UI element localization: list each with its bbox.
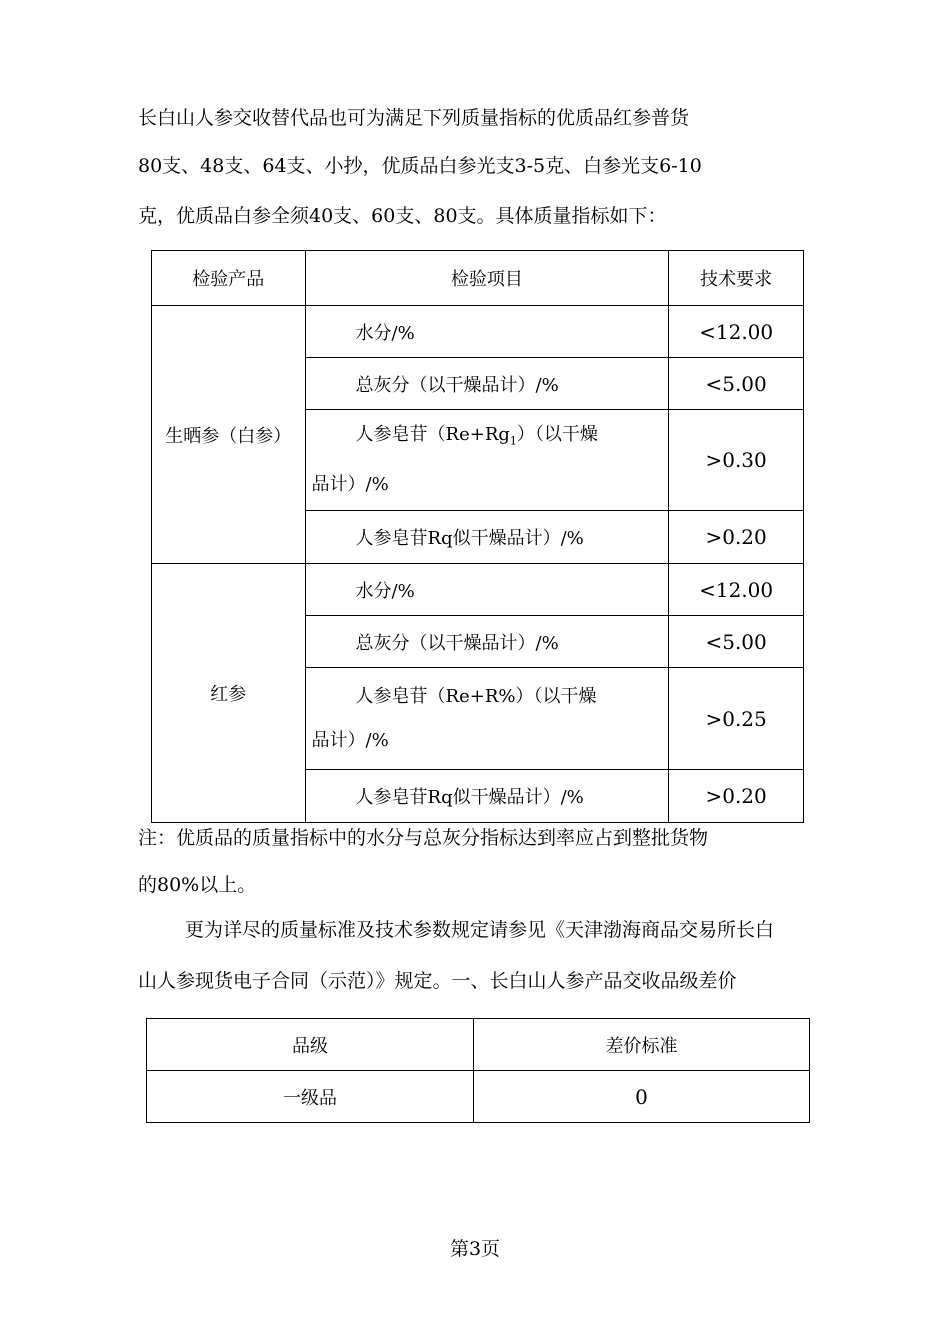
requirement-cell: >0.20 xyxy=(669,511,804,564)
header-diff: 差价标准 xyxy=(474,1019,810,1071)
item-text: 人参皂苷Rq似干燥品计）/% xyxy=(355,528,584,549)
item-text: 总灰分（以干燥品计）/% xyxy=(355,374,559,396)
para2-line-1: 更为详尽的质量标准及技术参数规定请参见《天津渤海商品交易所长白 xyxy=(185,919,775,941)
para2-line-2: 山人参现货电子合同（示范）》规定。一、长白山人参产品交收品级差价 xyxy=(138,970,737,992)
item-cell xyxy=(305,306,669,358)
table-row xyxy=(152,564,804,616)
item-text-line-1 xyxy=(312,413,669,464)
page-number: 第3页 xyxy=(449,1238,501,1260)
intro-line-3: 克，优质品白参全须40支、60支、80支。具体质量指标如下： xyxy=(138,205,667,227)
item-text-line-2: 品计）/% xyxy=(311,729,389,751)
item-cell xyxy=(305,410,669,511)
item-cell xyxy=(305,358,669,410)
requirement-cell: <12.00 xyxy=(669,564,804,616)
item-text: 总灰分（以干燥品计）/% xyxy=(355,632,559,654)
header-grade: 品级 xyxy=(147,1019,474,1071)
requirement-cell: <12.00 xyxy=(669,306,804,358)
item-text: 人参皂苷Rq似干燥品计）/% xyxy=(355,787,584,808)
header-requirement: 技术要求 xyxy=(669,251,804,306)
requirement-cell: >0.20 xyxy=(669,770,804,823)
requirement-cell: >0.25 xyxy=(669,668,804,770)
item-text-line-1: 人参皂苷（Re+R%）（以干燥 xyxy=(355,685,597,707)
item-cell xyxy=(305,616,669,668)
table-header-row xyxy=(152,251,804,306)
table-row xyxy=(147,1071,810,1123)
intro-line-2: 80支、48支、64支、小抄，优质品白参光支3-5克、白参光支6-10 xyxy=(138,155,702,177)
grade-table xyxy=(146,1018,810,1123)
product-cell: 红参 xyxy=(152,564,306,823)
item-text-a: 人参皂苷（Re+Rg xyxy=(355,423,510,445)
item-cell xyxy=(305,564,669,616)
item-text: 水分/% xyxy=(355,322,415,344)
requirement-cell: >0.30 xyxy=(669,410,804,511)
item-text: 水分/% xyxy=(355,580,415,602)
grade-cell: 一级品 xyxy=(147,1071,474,1123)
item-cell xyxy=(305,668,669,770)
item-subscript: 1 xyxy=(509,434,517,448)
intro-line-1: 长白山人参交收替代品也可为满足下列质量指标的优质品红参普货 xyxy=(138,107,690,129)
header-item: 检验项目 xyxy=(305,251,669,306)
table-header-row xyxy=(147,1019,810,1071)
item-text-line-2: 品计）/% xyxy=(311,474,389,496)
item-cell xyxy=(305,511,669,564)
requirement-cell: <5.00 xyxy=(669,358,804,410)
note-line-1: 注：优质品的质量指标中的水分与总灰分指标达到率应占到整批货物 xyxy=(138,827,709,849)
diff-cell: 0 xyxy=(474,1071,810,1123)
product-cell: 生晒参（白参） xyxy=(152,306,306,564)
table-row xyxy=(152,306,804,358)
note-line-2: 的80%以上。 xyxy=(138,874,257,896)
quality-table xyxy=(151,250,804,823)
item-text-b: ）（以干燥 xyxy=(516,423,598,445)
requirement-cell: <5.00 xyxy=(669,616,804,668)
header-product: 检验产品 xyxy=(152,251,306,306)
